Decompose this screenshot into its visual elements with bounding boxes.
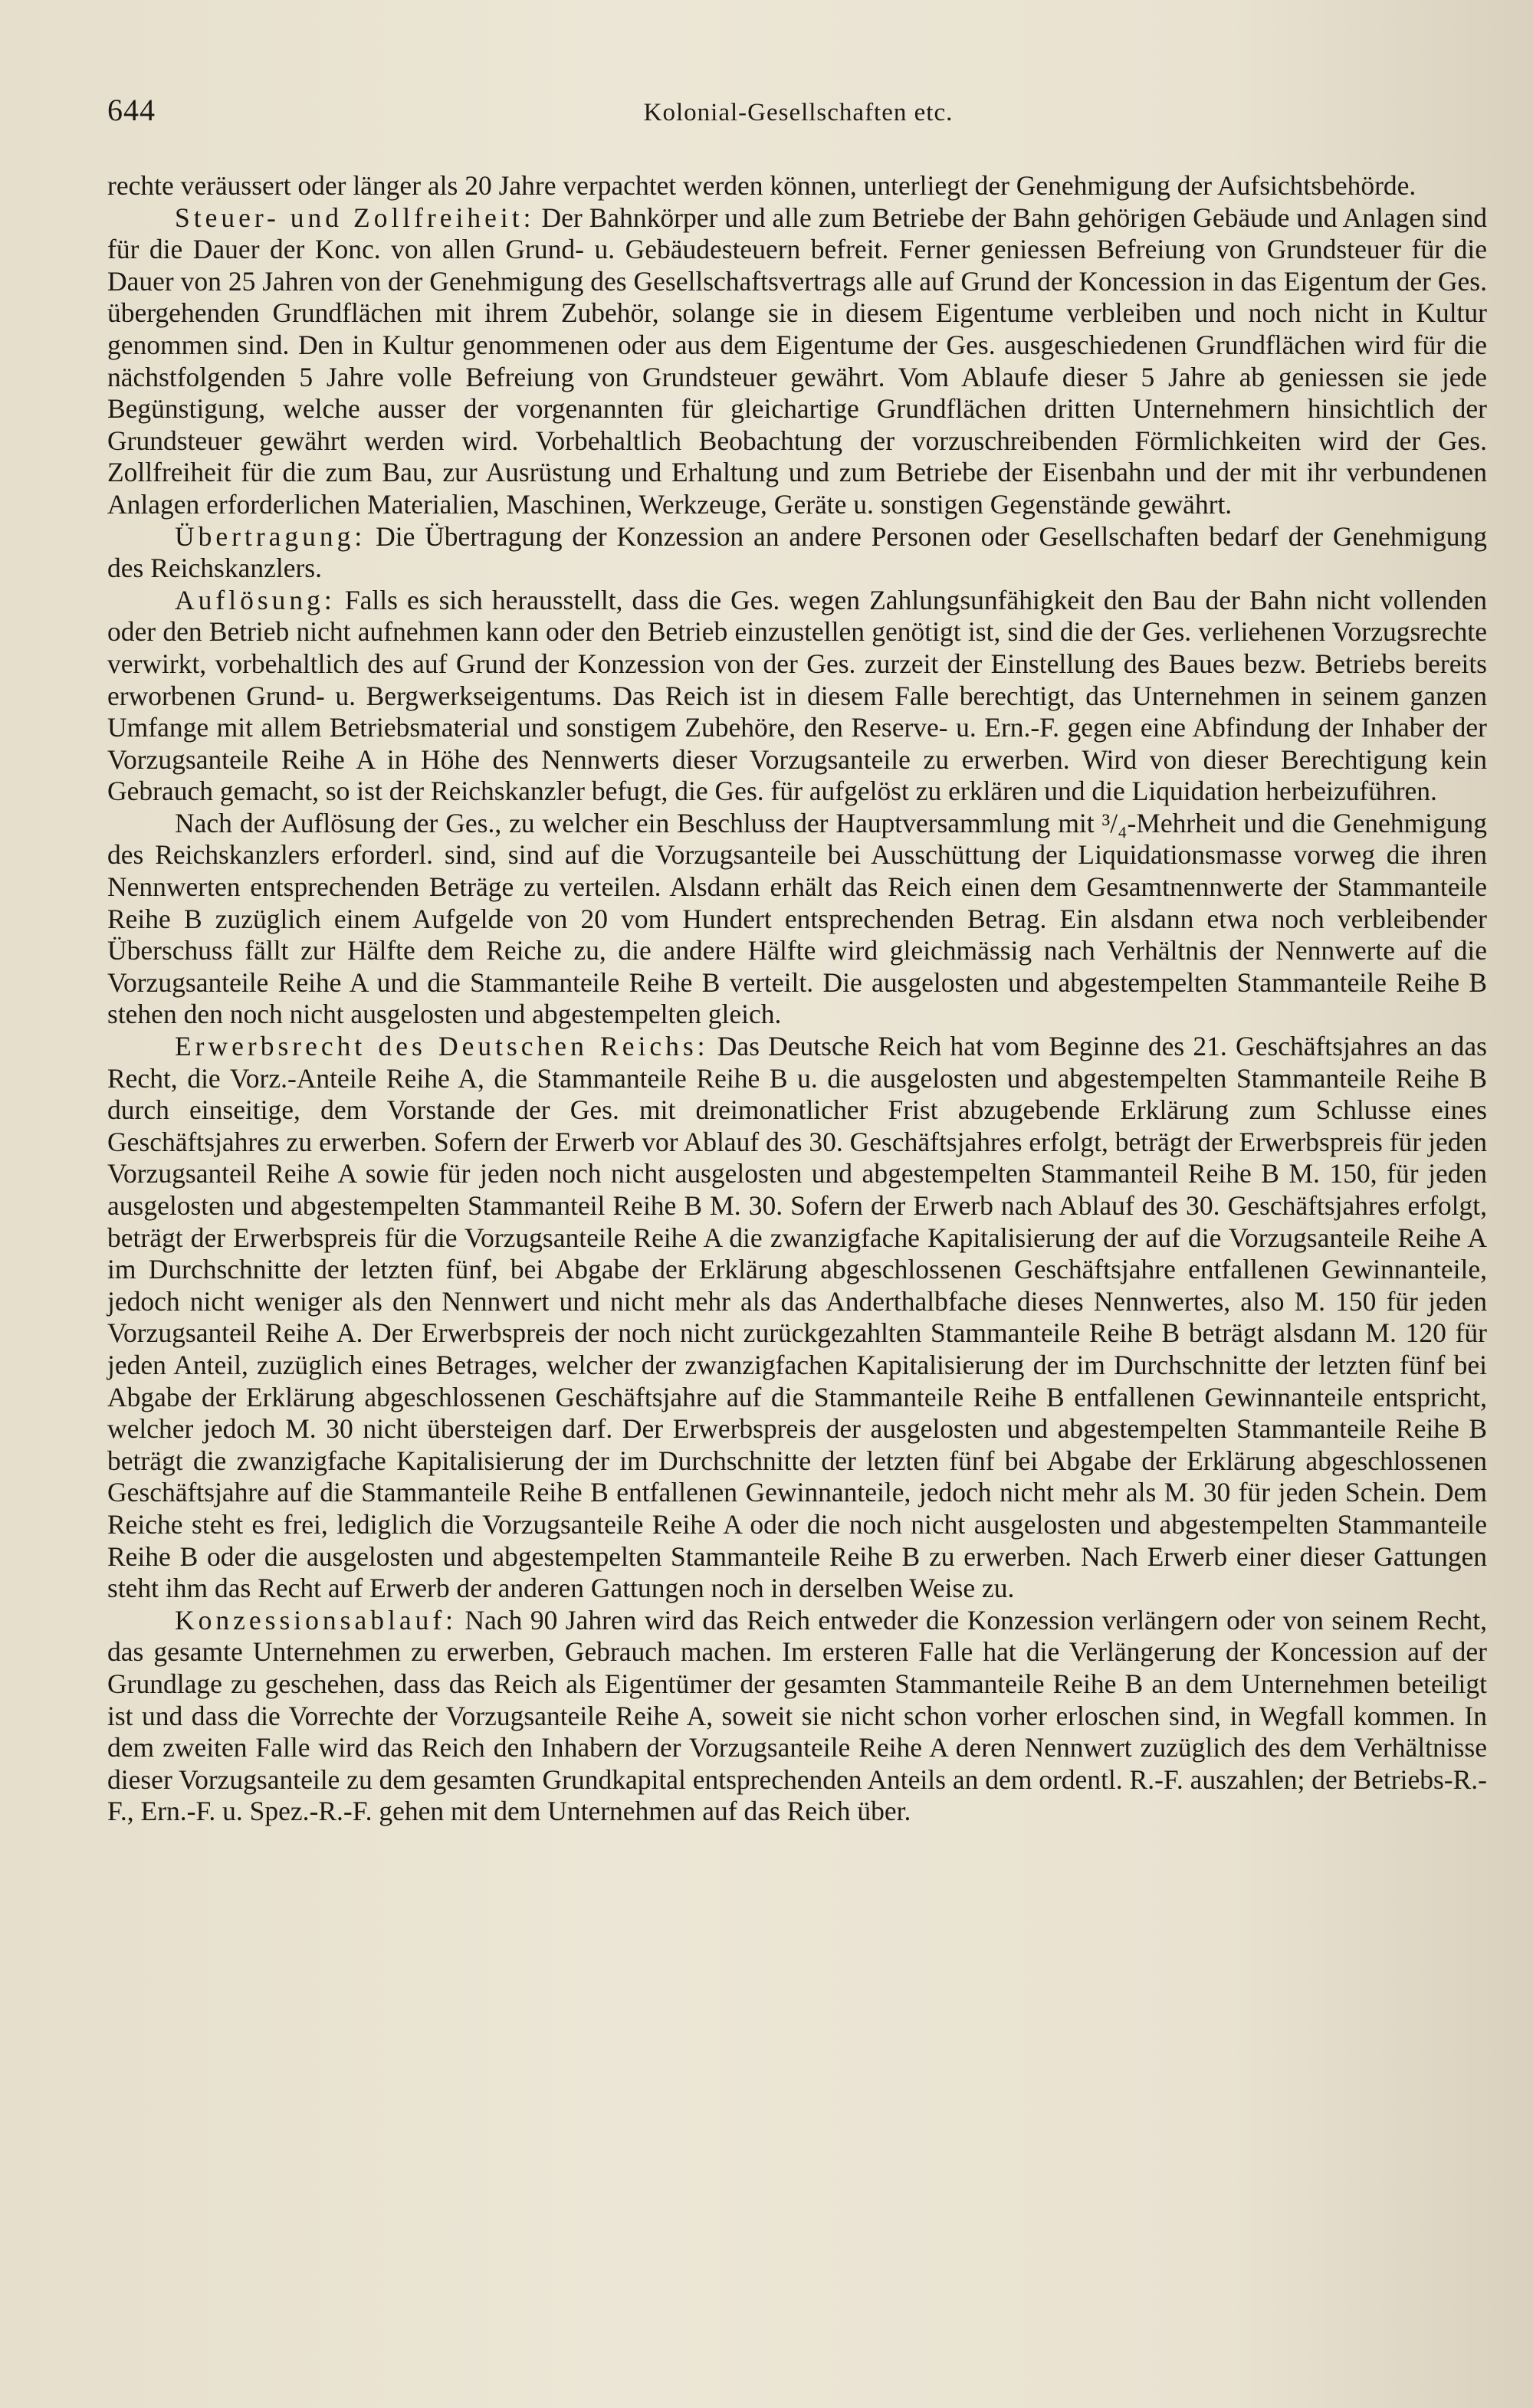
paragraph-pachtrecht xyxy=(107,170,1487,202)
paragraph-steuer-zollfreiheit xyxy=(107,202,1487,521)
section-lead: Konzessionsablauf: xyxy=(175,1604,458,1635)
body-text xyxy=(107,170,1487,1828)
paragraph-text: Der Bahnkörper und alle zum Betriebe der Bahn gehörigen Gebäude und Anlagen sind für die Dauer der Konc. von allen Grund- u. Gebäudesteuern befreit. Ferner geniessen Befreiung von Grundsteuer für die Dauer von 25 Jahren von der Genehmigung des Gesellschaftsvertrags alle auf Grund der Koncession in das Eigentum der Ges. übergehenden Grundflächen mit ihrem Zubehör, solange sie in diesem Eigentume verbleiben und noch nicht in Kultur genommen sind. Den in Kultur genommenen oder aus dem Eigentume der Ges. ausgeschiedenen Grundflächen wird für die nächstfolgenden 5 Jahre volle Befreiung von Grundsteuer gewährt. Vom Ablaufe dieser 5 Jahre ab geniessen sie jede Begünstigung, welche ausser der vorgenannten für gleichartige Grundflächen dritten Unternehmern hinsichtlich der Grundsteuer gewährt werden wird. Vorbehaltlich Beobachtung der vorzuschreibenden Förmlichkeiten wird der Ges. Zollfreiheit für die zum Bau, zur Ausrüstung und Erhaltung und zum Betriebe der Eisenbahn und der mit ihr verbundenen Anlagen erforderlichen Materialien, Maschinen, Werkzeuge, Geräte u. sonstigen Gegenstände gewährt. xyxy=(107,202,1487,520)
paragraph-aufloesung xyxy=(107,585,1487,808)
paragraph-text: Nach 90 Jahren wird das Reich entweder die Konzession verlängern oder von seinem Recht, das gesamte Unternehmen zu erwerben, Gebrauch machen. Im ersteren Falle hat die Verlängerung der Koncession auf der Grundlage zu geschehen, dass das Reich als Eigentümer der gesamten Stammanteile Reihe B an dem Unternehmen beteiligt ist und dass die Vorrechte der Vorzugsanteile Reihe A, soweit sie nicht schon vorher erloschen sind, in Wegfall kommen. In dem zweiten Falle wird das Reich den Inhabern der Vorzugsanteile Reihe A deren Nennwert zuzüglich des dem Verhältnisse dieser Vorzugsanteile zu dem gesamten Grundkapital entsprechenden Anteils an dem ordentl. R.-F. auszahlen; der Betriebs-R.-F., Ern.-F. u. Spez.-R.-F. gehen mit dem Unternehmen auf das Reich über. xyxy=(107,1604,1487,1827)
paragraph-konzessionsablauf xyxy=(107,1605,1487,1828)
page-number: 644 xyxy=(107,93,156,127)
running-title: Kolonial-Gesellschaften etc. xyxy=(643,99,954,126)
section-lead: Steuer- und Zollfreiheit: xyxy=(175,202,535,233)
paragraph-erwerbsrecht xyxy=(107,1031,1487,1605)
paragraph-text: Das Deutsche Reich hat vom Beginne des 21. Geschäftsjahres an das Recht, die Vorz.-Anteile Reihe A, die Stammanteile Reihe B u. die ausgelosten und abgestempelten Stammanteile Reihe B durch einseitige, dem Vorstande der Ges. mit dreimonatlicher Frist abzugebende Erklärung zum Schlusse eines Geschäftsjahres zu erwerben. Sofern der Erwerb vor Ablauf des 30. Geschäftsjahres erfolgt, beträgt der Erwerbspreis für jeden Vorzugsanteil Reihe A sowie für jeden noch nicht ausgelosten und abgestempelten Stammanteil Reihe B M. 150, für jeden ausgelosten und abgestempelten Stammanteil Reihe B M. 30. Sofern der Erwerb nach Ablauf des 30. Geschäftsjahres erfolgt, beträgt der Erwerbspreis für die Vorzugsanteile Reihe A die zwanzigfache Kapitalisierung der auf die Vorzugsanteile Reihe A im Durchschnitte der letzten fünf, bei Abgabe der Erklärung abgeschlossenen Geschäftsjahre entfallenen Gewinnanteile, jedoch nicht weniger als den Nennwert und nicht mehr als das Anderthalbfache dieses Nennwertes, also M. 150 für jeden Vorzugsanteil Reihe A. Der Erwerbspreis der noch nicht zurückgezahlten Stammanteile Reihe B beträgt alsdann M. 120 für jeden Anteil, zuzüglich eines Betrages, welcher der zwanzigfachen Kapitalisierung der im Durchschnitte der letzten fünf bei Abgabe der Erklärung abgeschlossenen Geschäftsjahre auf die Stammanteile Reihe B entfallenen Gewinnanteile entspricht, welcher jedoch M. 30 nicht übersteigen darf. Der Erwerbspreis der ausgelosten und abgestempelten Stammanteile Reihe B beträgt die zwanzigfache Kapitalisierung der im Durchschnitte der letzten fünf bei Abgabe der Erklärung abgeschlossenen Geschäftsjahre auf die Stammanteile Reihe B entfallenen Gewinnanteile, jedoch nicht mehr als M. 30 für jeden Schein. Dem Reiche steht es frei, lediglich die Vorzugsanteile Reihe A oder die noch nicht ausgelosten und abgestempelten Stammanteile Reihe B oder die ausgelosten und abgestempelten Stammanteile Reihe B zu erwerben. Nach Erwerb einer dieser Gattungen steht ihm das Recht auf Erwerb der anderen Gattungen noch in derselben Weise zu. xyxy=(107,1031,1488,1604)
paragraph-text: Nach der Auflösung der Ges., zu welcher ein Beschluss der Hauptversammlung mit ³/₄-Mehrheit und die Genehmigung des Reichskanzlers erforderl. sind, sind auf die Vorzugsanteile bei Ausschüttung der Liquidationsmasse vorweg die ihren Nennwerten entsprechenden Beträge zu verteilen. Alsdann erhält das Reich einen dem Gesamtnennwerte der Stammanteile Reihe B zuzüglich einem Aufgelde von 20 vom Hundert entsprechenden Betrag. Ein alsdann etwa noch verbleibender Überschuss fällt zur Hälfte dem Reiche zu, die andere Hälfte wird gleichmässig nach Verhältnis der Nennwerte auf die Vorzugsanteile Reihe A und die Stammanteile Reihe B verteilt. Die ausgelosten und abgestempelten Stammanteile Reihe B stehen den noch nicht ausgelosten und abgestempelten gleich. xyxy=(107,807,1487,1030)
section-lead: Erwerbsrecht des Deutschen Reichs: xyxy=(175,1031,709,1062)
paragraph-text: rechte veräussert oder länger als 20 Jahre verpachtet werden können, unterliegt der Genehmigung der Aufsichtsbehörde. xyxy=(107,170,1416,201)
page-header xyxy=(107,92,1487,138)
paragraph-liquidation xyxy=(107,808,1487,1031)
paragraph-text: Die Übertragung der Konzession an andere Personen oder Gesellschaften bedarf der Genehmigung des Reichskanzlers. xyxy=(107,520,1488,584)
paragraph-uebertragung xyxy=(107,521,1487,585)
paragraph-text: Falls es sich herausstellt, dass die Ges. wegen Zahlungsunfähigkeit den Bau der Bahn nicht vollenden oder den Betrieb nicht aufnehmen kann oder den Betrieb einzustellen genötigt ist, sind die der Ges. verliehenen Vorzugsrechte verwirkt, vorbehaltlich des auf Grund der Konzession von der Ges. zurzeit der Einstellung des Baues bezw. Betriebs bereits erworbenen Grund- u. Bergwerkseigentums. Das Reich ist in diesem Falle berechtigt, das Unternehmen in seinem ganzen Umfange mit allem Betriebsmaterial und sonstigem Zubehöre, den Reserve- u. Ern.-F. gegen eine Abfindung der Inhaber der Vorzugsanteile Reihe A in Höhe des Nennwerts dieser Vorzugsanteile zu erwerben. Wird von dieser Berechtigung kein Gebrauch gemacht, so ist der Reichskanzler befugt, die Ges. für aufgelöst zu erklären und die Liquidation herbeizuführen. xyxy=(107,584,1488,807)
section-lead: Übertragung: xyxy=(175,520,366,552)
section-lead: Auflösung: xyxy=(175,584,336,615)
